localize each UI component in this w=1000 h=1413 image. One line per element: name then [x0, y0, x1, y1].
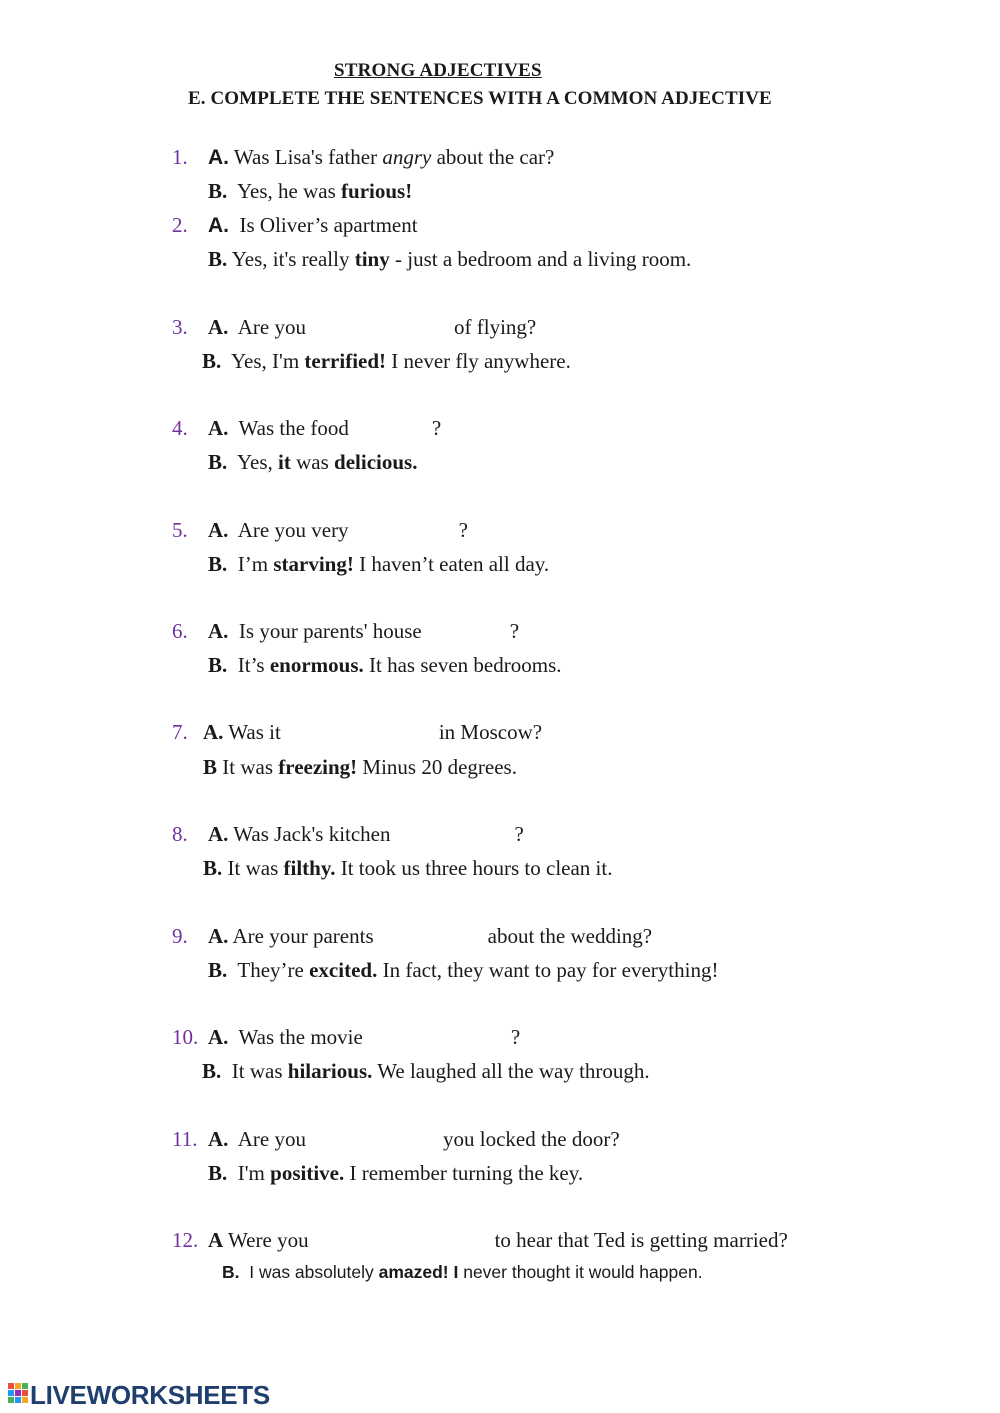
speaker-label: A. [208, 822, 229, 846]
answer-line: B. It was hilarious. We laughed all the way through. [202, 1059, 650, 1083]
speaker-label: A. [208, 1127, 229, 1151]
answer-line: B. I'm positive. I remember turning the key. [208, 1161, 584, 1185]
answer-line: B. I was absolutely amazed! I never thought it would happen. [222, 1262, 703, 1282]
answer-line: B. Yes, he was furious! [208, 179, 413, 203]
item-number: 9. [172, 924, 188, 948]
logo-text: LIVEWORKSHEETS [30, 1379, 270, 1410]
answer-line: B. It was filthy. It took us three hours to clean it. [203, 856, 613, 880]
speaker-label: A. [208, 924, 229, 948]
answer-line: B. Yes, it was delicious. [208, 450, 418, 474]
speaker-label: A. [203, 720, 224, 744]
item-number: 3. [172, 315, 188, 339]
speaker-label: B. [202, 349, 222, 373]
speaker-label: A. [208, 146, 229, 169]
speaker-label: B. [203, 856, 223, 880]
speaker-label: A. [208, 518, 229, 542]
speaker-label: B. [208, 247, 228, 271]
speaker-label: B. [202, 1059, 222, 1083]
answer-line: B. Yes, it's really tiny - just a bedroom and a living room. [208, 247, 692, 271]
answer-line: B It was freezing! Minus 20 degrees. [203, 755, 517, 779]
speaker-label: A [208, 1228, 224, 1252]
item-number: 11. [172, 1127, 198, 1151]
speaker-label: B. [208, 653, 228, 677]
question-line: A. Was the food ? [208, 416, 442, 440]
speaker-label: B [203, 755, 218, 779]
question-line: A. Is Oliver’s apartment [208, 213, 418, 237]
question-line: A. Was Lisa's father angry about the car? [208, 145, 555, 169]
item-number: 6. [172, 619, 188, 643]
answer-line: B. It’s enormous. It has seven bedrooms. [208, 653, 562, 677]
item-number: 7. [172, 720, 188, 744]
speaker-label: A. [208, 1025, 229, 1049]
speaker-label: B. [222, 1262, 240, 1282]
item-number: 1. [172, 145, 188, 169]
item-number: 10. [172, 1025, 199, 1049]
speaker-label: A. [208, 619, 229, 643]
speaker-label: B. [208, 1161, 228, 1185]
item-number: 5. [172, 518, 188, 542]
item-number: 8. [172, 822, 188, 846]
question-line: A. Are you of flying? [208, 315, 537, 339]
question-line: A. Are you you locked the door? [208, 1127, 620, 1151]
question-line: A. Was Jack's kitchen ? [208, 822, 524, 846]
speaker-label: B. [208, 958, 228, 982]
item-number: 12. [172, 1228, 199, 1252]
liveworksheets-logo [8, 1380, 270, 1410]
question-line: A. Was the movie ? [208, 1025, 521, 1049]
speaker-label: A. [208, 416, 229, 440]
worksheet-title: STRONG ADJECTIVES [334, 60, 542, 81]
speaker-label: A. [208, 315, 229, 339]
question-line: A. Was it in Moscow? [203, 720, 543, 744]
item-number: 4. [172, 416, 188, 440]
answer-line: B. I’m starving! I haven’t eaten all day. [208, 552, 550, 576]
question-line: A. Are your parents about the wedding? [208, 924, 653, 948]
speaker-label: B. [208, 552, 228, 576]
speaker-label: B. [208, 450, 228, 474]
liveworksheets-logo-icon [8, 1383, 28, 1407]
speaker-label: B. [208, 179, 228, 203]
question-line: A. Is your parents' house ? [208, 619, 520, 643]
answer-line: B. They’re excited. In fact, they want to pay for everything! [208, 958, 719, 982]
answer-line: B. Yes, I'm terrified! I never fly anywhere. [202, 349, 571, 373]
worksheet-instructions: E. COMPLETE THE SENTENCES WITH A COMMON ADJECTIVE [188, 88, 772, 109]
question-line: A. Are you very ? [208, 518, 468, 542]
speaker-label: A. [208, 214, 229, 237]
question-line: A Were you to hear that Ted is getting married? [208, 1228, 788, 1252]
item-number: 2. [172, 213, 188, 237]
